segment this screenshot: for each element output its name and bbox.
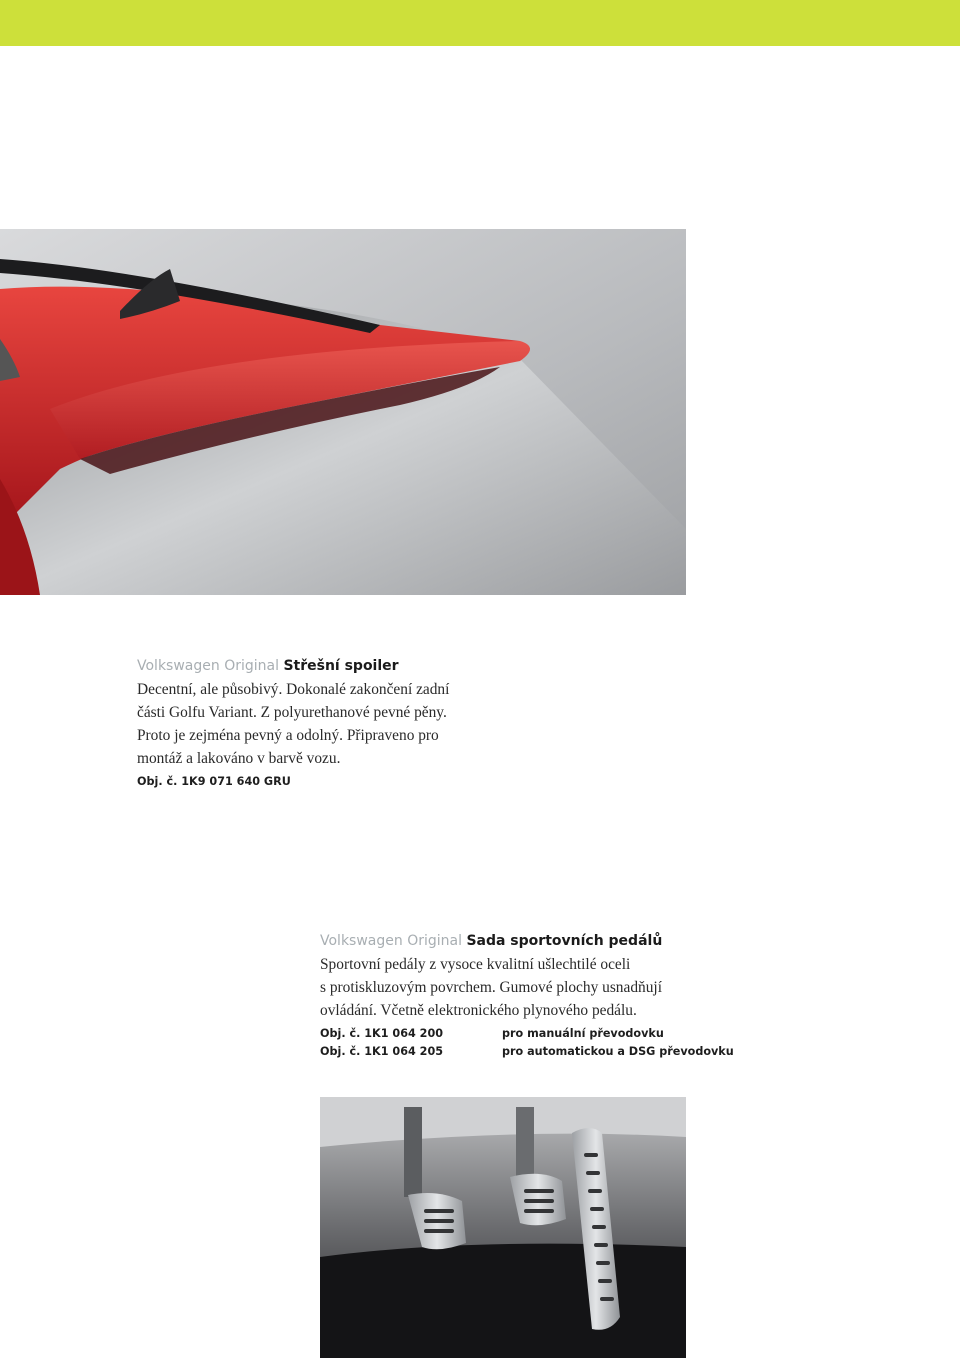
pedals-photo — [320, 1097, 686, 1358]
spoiler-photo — [0, 229, 686, 595]
part-row — [320, 1025, 740, 1043]
product-description — [137, 678, 557, 770]
brand-label: Volkswagen Original — [320, 933, 462, 949]
product-description — [320, 953, 740, 1022]
description-line: části Golfu Variant. Z polyurethanové pevné pěny. — [137, 704, 447, 721]
part-number: Obj. č. 1K9 071 640 GRU — [137, 775, 291, 788]
product-spoiler — [137, 656, 557, 791]
product-heading — [320, 931, 740, 951]
product-name: Sada sportovních pedálů — [466, 933, 663, 949]
description-line: s protiskluzovým povrchem. Gumové plochy usnadňují — [320, 979, 662, 996]
part-list — [320, 1025, 740, 1061]
description-line: montáž a lakováno v barvě vozu. — [137, 750, 341, 767]
description-line: ovládání. Včetně elektronického plynového pedálu. — [320, 1002, 637, 1019]
accent-top-bar — [0, 0, 960, 46]
description-line: Decentní, ale působivý. Dokonalé zakončení zadní — [137, 681, 450, 698]
product-name: Střešní spoiler — [283, 658, 399, 674]
product-pedals — [320, 931, 740, 1061]
part-note: pro manuální převodovku — [502, 1027, 664, 1040]
part-number: Obj. č. 1K1 064 200 — [320, 1027, 444, 1040]
brand-label: Volkswagen Original — [137, 658, 279, 674]
part-number: Obj. č. 1K1 064 205 — [320, 1045, 444, 1058]
product-heading — [137, 656, 557, 676]
description-line: Proto je zejména pevný a odolný. Připraveno pro — [137, 727, 439, 744]
description-line: Sportovní pedály z vysoce kvalitní ušlechtilé oceli — [320, 956, 631, 973]
part-row — [320, 1043, 740, 1061]
part-note: pro automatickou a DSG převodovku — [502, 1045, 734, 1058]
